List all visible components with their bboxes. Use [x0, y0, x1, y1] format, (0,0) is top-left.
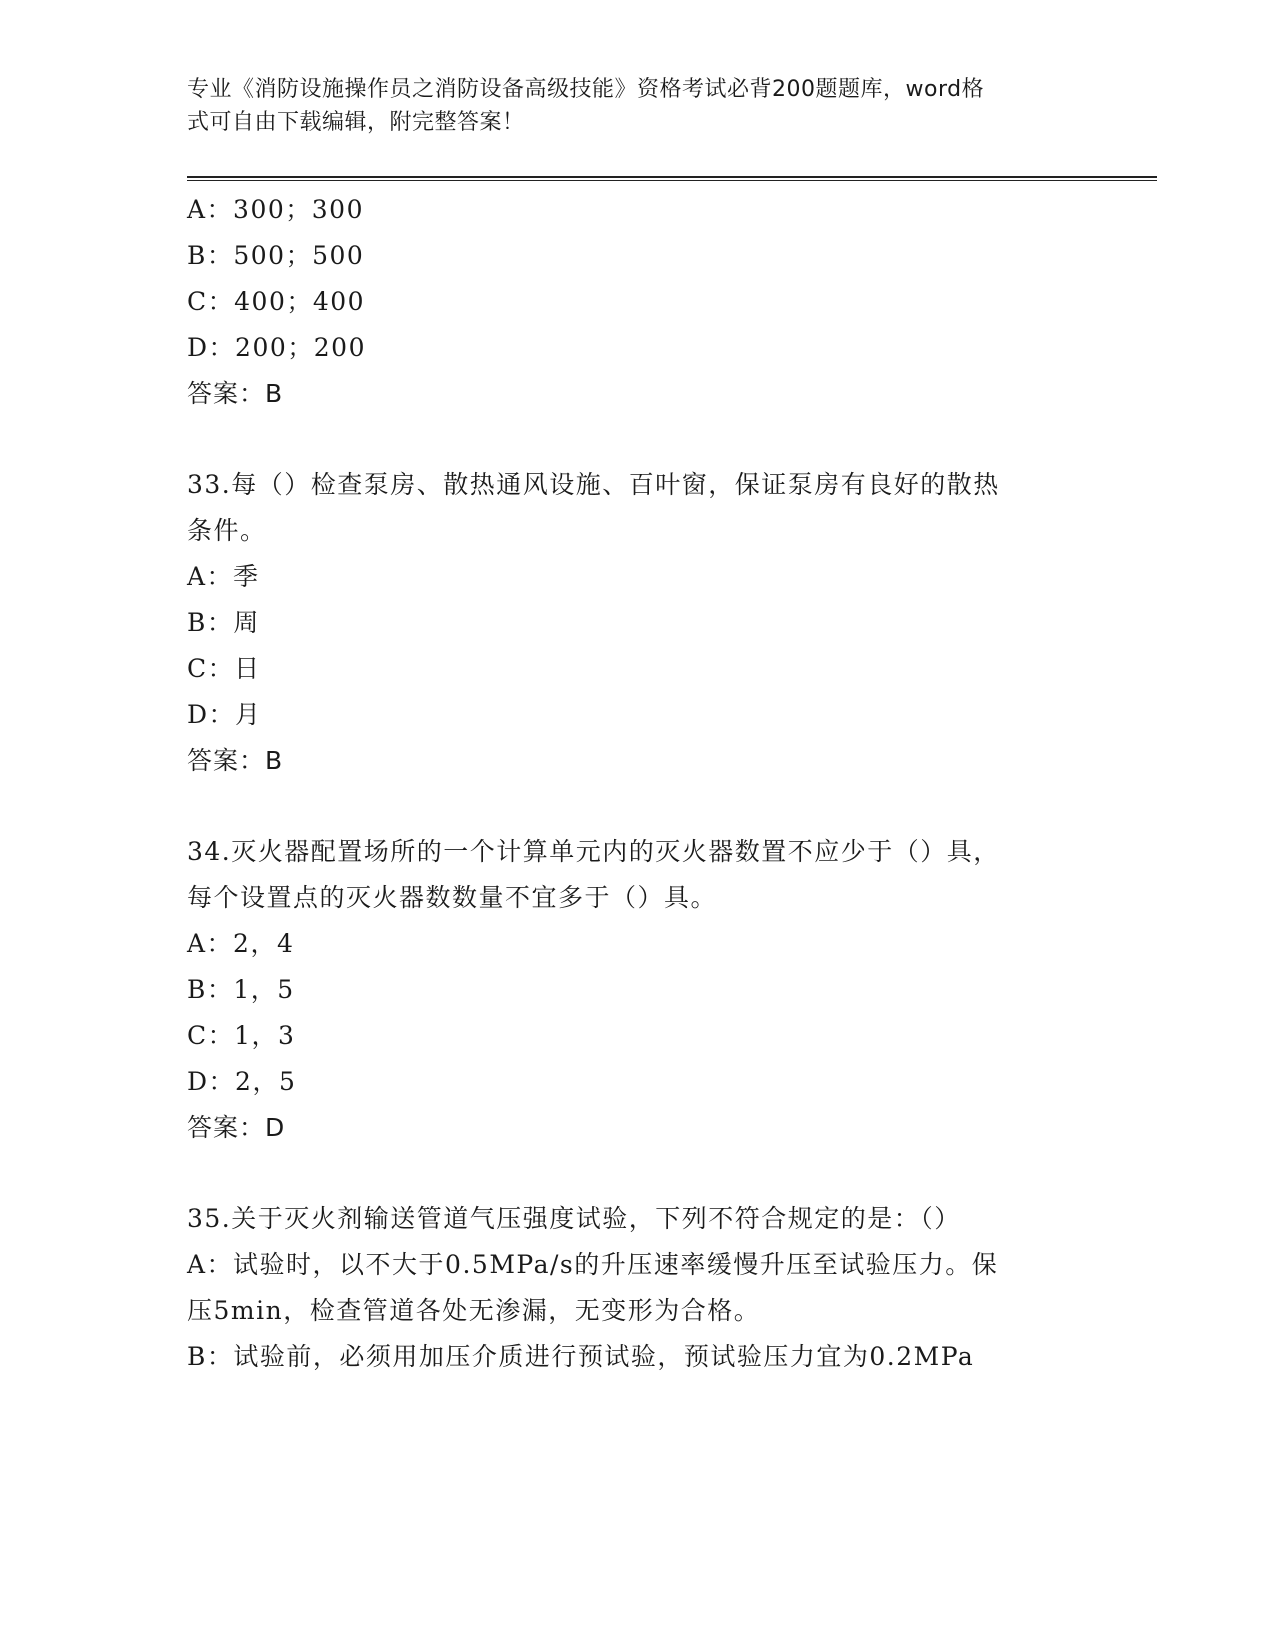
option-d: D：月 [187, 700, 262, 729]
option-a-line-2: 压5min，检查管道各处无渗漏，无变形为合格。 [187, 1296, 761, 1325]
option-b: B：试验前，必须用加压介质进行预试验，预试验压力宜为0.2MPa [187, 1342, 975, 1371]
option-a-line-1: A：试验时，以不大于0.5MPa/s的升压速率缓慢升压至试验压力。保 [187, 1250, 999, 1279]
document-header [187, 73, 1067, 139]
header-line-1: 专业《消防设施操作员之消防设备高级技能》资格考试必背200题题库，word格 [187, 77, 985, 102]
question-32 [187, 187, 1157, 417]
option-c: C：1，3 [187, 1021, 296, 1050]
answer: 答案：D [187, 1113, 286, 1142]
question-text-line-1: 33.每（）检查泵房、散热通风设施、百叶窗，保证泵房有良好的散热 [187, 470, 1000, 499]
option-b: B：周 [187, 608, 260, 637]
option-c: C：400；400 [187, 287, 366, 316]
question-text-line-1: 34.灭火器配置场所的一个计算单元内的灭火器数置不应少于（）具， [187, 837, 1000, 866]
spacer [187, 417, 1157, 462]
question-34 [187, 829, 1157, 1151]
option-a: A：季 [187, 562, 260, 591]
question-text-line-2: 条件。 [187, 516, 267, 545]
header-divider [187, 176, 1157, 181]
question-text-line-2: 每个设置点的灭火器数数量不宜多于（）具。 [187, 883, 718, 912]
questions-content [187, 187, 1157, 1380]
answer: 答案：B [187, 746, 284, 775]
question-33 [187, 462, 1157, 784]
question-text: 35.关于灭火剂输送管道气压强度试验，下列不符合规定的是：（） [187, 1204, 961, 1233]
option-d: D：2，5 [187, 1067, 297, 1096]
spacer [187, 784, 1157, 829]
option-b: B：500；500 [187, 241, 365, 270]
answer: 答案：B [187, 379, 284, 408]
spacer [187, 1151, 1157, 1196]
option-a: A：300；300 [187, 195, 364, 224]
option-b: B：1，5 [187, 975, 295, 1004]
question-35 [187, 1196, 1157, 1380]
option-c: C：日 [187, 654, 261, 683]
option-d: D：200；200 [187, 333, 366, 362]
header-line-2: 式可自由下载编辑，附完整答案！ [187, 110, 525, 135]
document-page [187, 0, 1157, 1380]
option-a: A：2，4 [187, 929, 295, 958]
